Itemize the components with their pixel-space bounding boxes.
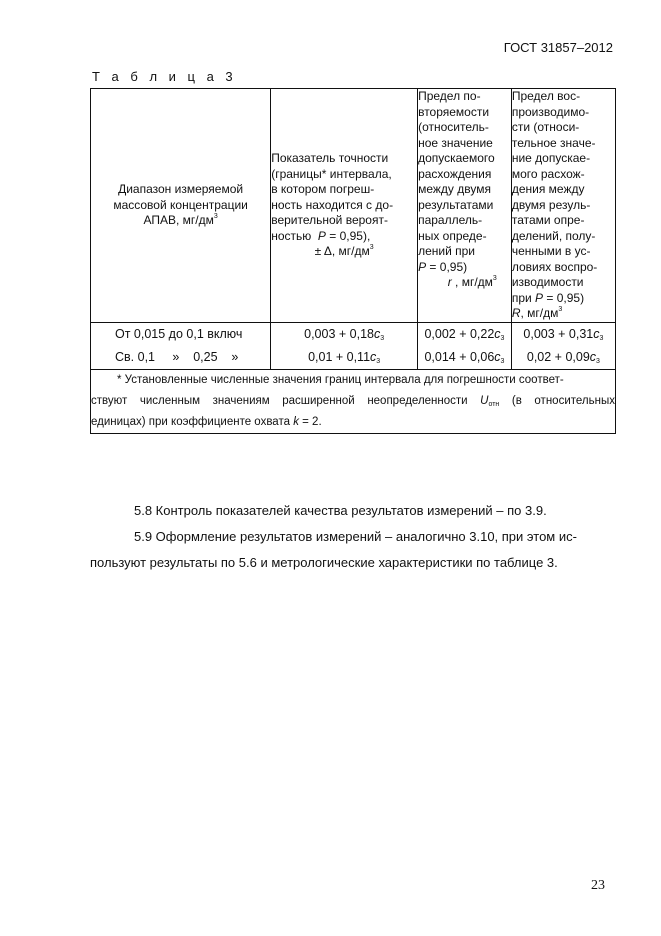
header-accuracy-line: ность находится с до- — [271, 197, 394, 212]
header-reproducibility-line: сти (относи- — [511, 120, 580, 134]
header-repeatability-line: ное значение — [418, 135, 493, 150]
repeatability-value: $0,002 + 0,22c_3$ — [424, 326, 505, 342]
header-reproducibility-line: татами опре- — [511, 213, 585, 227]
header-repeatability-line: Предел по- — [418, 89, 481, 103]
accuracy-cell — [271, 322, 418, 369]
repeatability-cell — [418, 322, 512, 369]
metrology-table — [90, 88, 616, 434]
header-reproducibility-line: производимо- — [511, 104, 590, 119]
header-repeatability-line: допускаемого — [418, 151, 495, 165]
header-range-line: АПАВ, $мг/дм^3$ — [143, 213, 218, 227]
footnote-line: ствуют численным значениям расширенной неопределенности $U_{отн}$ (в относительных — [91, 394, 615, 408]
header-accuracy — [271, 89, 418, 323]
header-accuracy-probability: ностью P = 0,95), — [271, 228, 371, 243]
header-repeatability-line: расхождения — [418, 166, 492, 181]
accuracy-value: $0,01 + 0,11c_3$ — [308, 349, 381, 365]
header-repeatability-line: параллель- — [418, 213, 483, 227]
header-repeatability-line: между двумя — [418, 182, 491, 196]
table-footnote-row — [91, 369, 616, 433]
range-cell — [91, 322, 271, 369]
header-reproducibility-line: изводимости — [511, 275, 584, 289]
header-repeatability-line: лений при — [418, 244, 475, 258]
header-reproducibility-line: дения между — [511, 182, 585, 196]
header-reproducibility-line: двумя резуль- — [511, 197, 591, 212]
paragraph-5-9 — [90, 524, 616, 576]
footnote-line: единицах) при коэффициенте охвата k = 2. — [91, 415, 322, 428]
header-repeatability-line: ных опреде- — [418, 228, 487, 243]
repeatability-value: $0,014 + 0,06c_3$ — [424, 349, 505, 365]
header-repeatability-unit: r , $мг/дм^3$ — [447, 275, 497, 289]
header-accuracy-line: верительной вероят- — [271, 213, 388, 227]
header-range — [91, 89, 271, 323]
table-footnote — [91, 369, 616, 433]
range-value: От 0,015 до 0,1 включ — [115, 326, 243, 341]
table-data-row — [91, 322, 616, 369]
header-reproducibility — [511, 89, 615, 323]
paragraph-line: пользуют результаты по 5.6 и метрологические характеристики по таблице 3. — [90, 555, 558, 570]
header-repeatability-line: вторяемости — [418, 104, 490, 119]
header-accuracy-line: Показатель точности — [271, 151, 389, 165]
page-number: 23 — [591, 878, 605, 893]
header-repeatability — [418, 89, 512, 323]
paragraph-5-8 — [90, 498, 616, 524]
header-reproducibility-unit: R, $мг/дм^3$ — [511, 306, 563, 320]
table-header-row — [91, 89, 616, 323]
range-value: Св. 0,1 » 0,25 » — [115, 349, 239, 364]
header-reproducibility-line: ченными в ус- — [511, 244, 591, 258]
reproducibility-value: $0,02 + 0,09c_3$ — [526, 349, 600, 365]
accuracy-value: $0,003 + 0,18c_3$ — [304, 326, 385, 342]
header-accuracy-unit: ± Δ, $мг/дм^3$ — [314, 244, 374, 258]
paragraph-line: 5.8 Контроль показателей качества результатов измерений – по 3.9. — [134, 503, 547, 518]
header-reproducibility-probability: при P = 0,95) — [511, 290, 585, 305]
document-standard-header: ГОСТ 31857–2012 — [503, 40, 613, 55]
header-accuracy-line: (границы* интервала, — [271, 166, 392, 181]
table-caption: Т а б л и ц а 3 — [92, 69, 237, 84]
footnote-line: * Установленные численные значения границ интервала для погрешности соответ- — [117, 373, 564, 386]
reproducibility-cell — [511, 322, 615, 369]
header-range-line: Диапазон измеряемой — [118, 182, 244, 196]
header-repeatability-probability: P = 0,95) — [418, 259, 468, 274]
header-repeatability-line: результатами — [418, 197, 494, 212]
header-range-line: массовой концентрации — [113, 197, 248, 212]
header-reproducibility-line: тельное значе- — [511, 135, 596, 150]
header-reproducibility-line: мого расхож- — [511, 166, 585, 181]
header-repeatability-line: (относитель- — [418, 120, 489, 134]
paragraph-line: 5.9 Оформление результатов измерений – аналогично 3.10, при этом ис- — [134, 529, 577, 544]
reproducibility-value: $0,003 + 0,31c_3$ — [523, 326, 604, 342]
header-reproducibility-line: Предел вос- — [511, 89, 581, 103]
header-accuracy-line: в котором погреш- — [271, 182, 375, 196]
header-reproducibility-line: ловиях воспро- — [511, 259, 598, 274]
header-reproducibility-line: делений, полу- — [511, 228, 596, 243]
header-reproducibility-line: ние допускае- — [511, 151, 591, 165]
